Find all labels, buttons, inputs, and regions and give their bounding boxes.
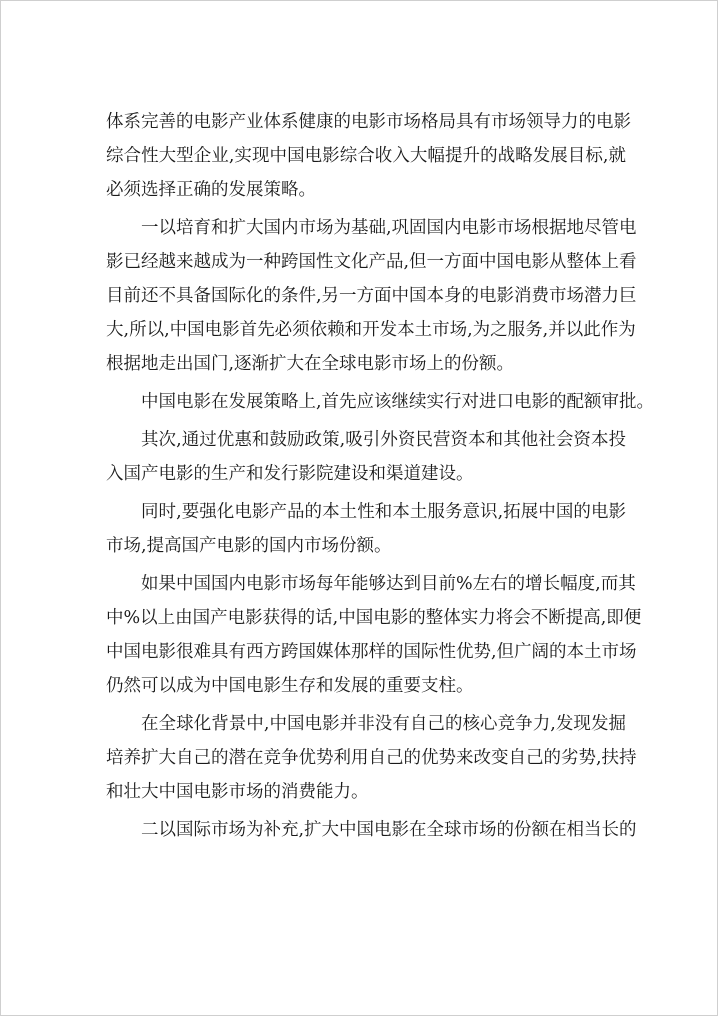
text-line: 必须选择正确的发展策略。 [106, 180, 316, 200]
text-line: 一以培育和扩大国内市场为基础,巩固国内电影市场根据地尽管电 [141, 218, 637, 238]
text-line: 其次,通过优惠和鼓励政策,吸引外资民营资本和其他社会资本投 [141, 430, 626, 450]
text-line: 中国电影在发展策略上,首先应该继续实行对进口电影的配额审批。 [141, 392, 655, 412]
text-line: 培养扩大自己的潜在竞争优势利用自己的优势来改变自己的劣势,扶持 [106, 748, 637, 768]
text-line: 中%以上由国产电影获得的话,中国电影的整体实力将会不断提高,即便 [106, 608, 642, 628]
document-body [106, 105, 655, 847]
text-line: 市场,提高国产电影的国内市场份额。 [106, 536, 392, 556]
text-line: 目前还不具备国际化的条件,另一方面中国本身的电影消费市场潜力巨 [106, 286, 637, 306]
text-line: 中国电影很难具有西方跨国媒体那样的国际性优势,但广阔的本土市场 [106, 642, 637, 662]
text-line: 入国产电影的生产和发行影院建设和渠道建设。 [106, 464, 474, 484]
paragraph [106, 707, 637, 809]
text-line: 大,所以,中国电影首先必须依赖和开发本土市场,为之服务,并以此作为 [106, 320, 636, 340]
text-line: 综合性大型企业,实现中国电影综合收入大幅提升的战略发展目标,就 [106, 146, 626, 166]
text-line: 和壮大中国电影市场的消费能力。 [106, 782, 369, 802]
paragraph [106, 813, 637, 847]
paragraph [106, 211, 637, 381]
text-line: 如果中国国内电影市场每年能够达到目前%左右的增长幅度,而其 [141, 574, 636, 594]
text-line: 二以国际市场为补充,扩大中国电影在全球市场的份额在相当长的 [141, 820, 637, 840]
paragraph [106, 105, 631, 207]
text-line: 仍然可以成为中国电影生存和发展的重要支柱。 [106, 676, 474, 696]
paragraph [106, 495, 626, 563]
paragraph [106, 423, 626, 491]
text-line: 影已经越来越成为一种跨国性文化产品,但一方面中国电影从整体上看 [106, 252, 637, 272]
text-line: 同时,要强化电影产品的本土性和本土服务意识,拓展中国的电影 [141, 502, 626, 522]
paragraph [106, 567, 642, 703]
text-line: 体系完善的电影产业体系健康的电影市场格局具有市场领导力的电影 [106, 112, 631, 132]
text-line: 在全球化背景中,中国电影并非没有自己的核心竞争力,发现发掘 [141, 714, 626, 734]
text-line: 根据地走出国门,逐渐扩大在全球电影市场上的份额。 [106, 354, 515, 374]
paragraph [106, 385, 655, 419]
